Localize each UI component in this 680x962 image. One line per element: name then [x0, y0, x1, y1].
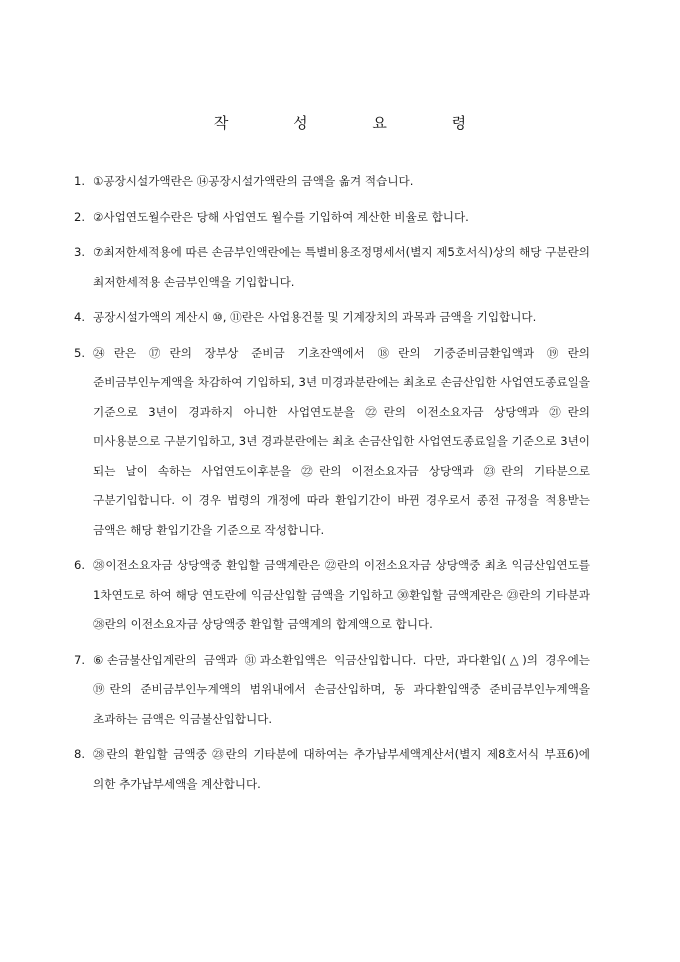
item-text: ⑦최저한세적용에 따른 손금부인액란에는 특별비용조정명세서(별지 제5호서식)상의 해당 구분란의 최저한세적용 손금부인액을 기입합니다.	[93, 245, 590, 289]
list-item	[74, 551, 590, 640]
list-item	[74, 167, 590, 197]
item-number: 8.	[74, 747, 86, 761]
list-item	[74, 203, 590, 233]
item-number: 2.	[74, 209, 86, 224]
list-item	[74, 740, 590, 799]
list-item	[74, 339, 590, 546]
document-title: 작 성 요 령	[213, 114, 497, 132]
item-number: 1.	[74, 174, 86, 188]
item-text: ②사업연도월수란은 당해 사업연도 월수를 기입하여 계산한 비율로 합니다.	[93, 209, 469, 224]
item-number: 3.	[74, 245, 86, 259]
item-number: 4.	[74, 310, 86, 324]
item-text: ㉘이전소요자금 상당액중 환입할 금액계란은 ㉒란의 이전소요자금 상당액중 최초 익금산입연도를 1차연도로 하여 해당 연도란에 익금산입할 금액을 기입하고 ㉚환입할 금액계란은 ㉓란의 기타분과 ㉘란의 이전소요자금 상당액중 환입할 금액계의 합계액으로 합니다.	[93, 558, 590, 631]
instruction-list	[74, 167, 590, 805]
item-text: ⑥손금불산입계란의 금액과 ㉛과소환입액은 익금산입합니다. 다만, 과다환입(△)의 경우에는 ⑲란의 준비금부인누계액의 범위내에서 손금산입하며, 동 과다환입액중 준비금부인누계액을 초과하는 금액은 익금불산입합니다.	[93, 652, 590, 726]
item-number: 7.	[74, 652, 86, 667]
list-item	[74, 238, 590, 297]
item-number: 5.	[74, 345, 86, 360]
item-text: ㉘란의 환입할 금액중 ㉓란의 기타분에 대하여는 추가납부세액계산서(별지 제8호서식 부표6)에 의한 추가납부세액을 계산합니다.	[93, 747, 590, 791]
item-number: 6.	[74, 558, 86, 572]
item-text: ㉔란은 ⑰란의 장부상 준비금 기초잔액에서 ⑱란의 기중준비금환입액과 ⑲란의 준비금부인누계액을 차감하여 기입하되, 3년 미경과분란에는 최초로 손금산입한 사업연도종료일을 기준으로 3년이 경과하지 아니한 사업연도분을 ㉒란의 이전소요자금 상당액과 ㉑란의 미사용분으로 구분기입하고, 3년 경과분란에는 최초 손금산입한 사업연도종료일을 기준으로 3년이 되는 날이 속하는 사업연도이후분을 ㉒란의 이전소요자금 상당액과 ㉓란의 기타분으로 구분기입합니다. 이 경우 법령의 개정에 따라 환입기간이 바뀐 경우로서 종전 규정을 적용받는 금액은 해당 환입기간을 기준으로 작성합니다.	[93, 345, 590, 537]
item-text: ①공장시설가액란은 ⑭공장시설가액란의 금액을 옮겨 적습니다.	[93, 174, 414, 188]
item-text: 공장시설가액의 계산시 ⑩, ⑪란은 사업용건물 및 기계장치의 과목과 금액을 기입합니다.	[93, 310, 537, 324]
list-item	[74, 646, 590, 735]
list-item	[74, 303, 590, 333]
